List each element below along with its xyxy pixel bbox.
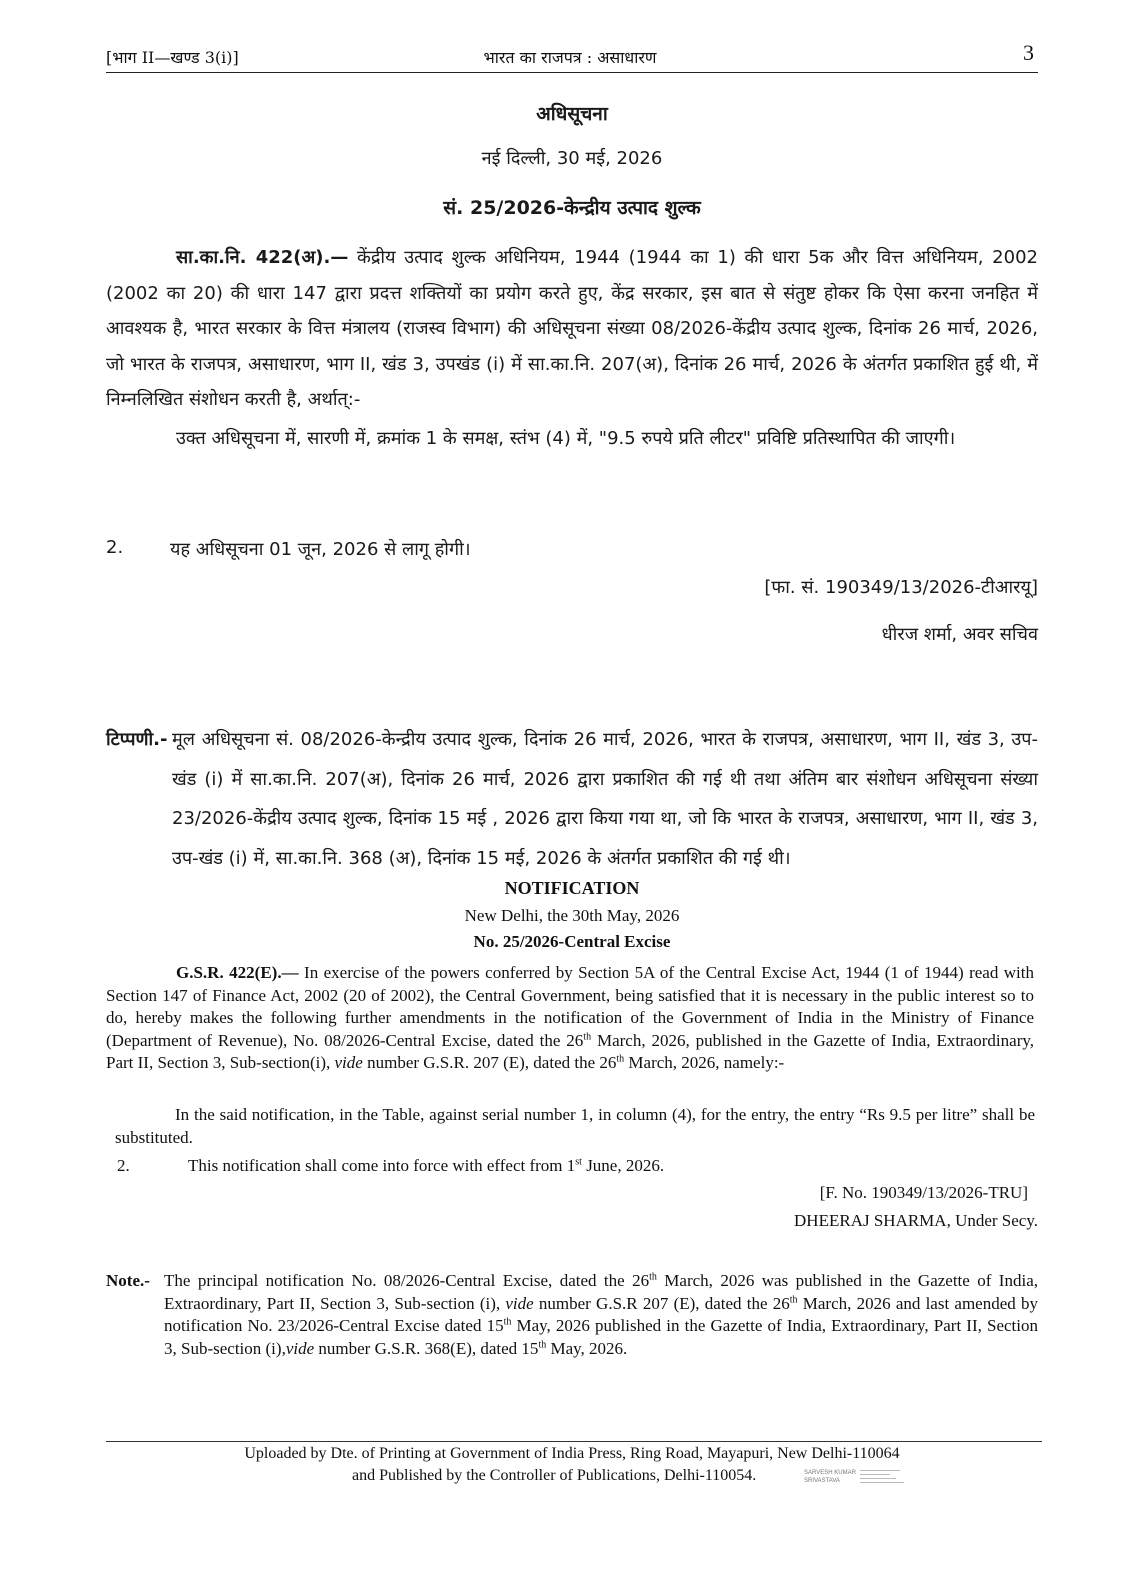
hindi-item-2-number: 2. xyxy=(106,537,124,558)
hindi-note xyxy=(106,720,1038,878)
footer-line-2: and Published by the Controller of Publications, Delhi-110054. xyxy=(352,1467,757,1484)
footer-divider xyxy=(106,1441,1042,1442)
hindi-title: अधिसूचना xyxy=(536,103,608,125)
footer-line-1: Uploaded by Dte. of Printing at Government of India Press, Ring Road, Mayapuri, New Delhi-110064 xyxy=(244,1445,900,1462)
hindi-note-label: टिप्पणी.- xyxy=(106,729,168,750)
english-paragraph-2: In the said notification, in the Table, against serial number 1, in column (4), for the entry, the entry “Rs 9.5 per litre” shall be substituted. xyxy=(115,1105,1035,1147)
english-paragraph-1-part-c: number G.S.R. 207 (E), dated the 26 xyxy=(362,1053,617,1072)
english-item-2-part-a: This notification shall come into force with effect from 1 xyxy=(188,1156,576,1175)
english-paragraph-1 xyxy=(106,962,1034,1075)
header-part: [भाग II—खण्ड 3(i)] xyxy=(106,48,239,67)
english-note-part-c: number G.S.R 207 (E), dated the 26 xyxy=(533,1293,790,1313)
hindi-place-date: नई दिल्ली, 30 मई, 2026 xyxy=(481,148,663,169)
ordinal-suffix: th xyxy=(583,1030,592,1042)
english-note-text xyxy=(164,1270,1038,1360)
english-signatory: DHEERAJ SHARMA, Under Secy. xyxy=(794,1211,1038,1230)
ordinal-suffix: th xyxy=(616,1053,625,1065)
hindi-signatory: धीरज शर्मा, अवर सचिव xyxy=(881,624,1038,645)
ordinal-suffix: th xyxy=(649,1271,657,1283)
ordinal-suffix: th xyxy=(538,1338,547,1350)
page-header xyxy=(106,40,1034,70)
ordinal-suffix: th xyxy=(503,1316,512,1328)
digital-signature-stamp xyxy=(802,1466,932,1488)
english-note-part-e: May, 2026 published in the Gazette of India, Extraordinary, Part II, Section 3, Sub-section (i), xyxy=(164,1316,1038,1358)
english-item-2-part-b: June, 2026. xyxy=(581,1156,665,1175)
english-notification-number: No. 25/2026-Central Excise xyxy=(473,932,671,951)
signature-name-line-1: SARVESH KUMAR xyxy=(804,1470,856,1476)
english-note-part-a: The principal notification No. 08/2026-Central Excise, dated the 26 xyxy=(164,1271,650,1290)
english-paragraph-1-part-d: March, 2026, namely:- xyxy=(624,1053,785,1072)
ordinal-suffix: st xyxy=(575,1156,582,1168)
english-note-part-b: March, 2026 was published in the Gazette of India, Extraordinary, Part II, Section 3, Sub-section (i), xyxy=(164,1271,1038,1313)
hindi-gsr-number: सा.का.नि. 422(अ).— xyxy=(176,247,349,268)
vide-italic: vide xyxy=(334,1053,363,1072)
header-gazette-title: भारत का राजपत्र : असाधारण xyxy=(483,48,657,67)
page-number: 3 xyxy=(1023,40,1034,65)
english-paragraph-1-part-a: In exercise of the powers conferred by Section 5A of the Central Excise Act, 1944 (1 of 1944) read with Section 147 of Finance Act, 2002 (20 of 2002), the Central Government, being satisfied that it is necessary in the public interest so to do, hereby makes the following further amendments in the notification of the Government of India in the Ministry of Finance (Department of Revenue), No. 08/2026-Central Excise, dated the 26 xyxy=(106,963,1034,1050)
hindi-item-2-text: यह अधिसूचना 01 जून, 2026 से लागू होगी। xyxy=(170,539,471,560)
hindi-paragraph-2: उक्त अधिसूचना में, सारणी में, क्रमांक 1 के समक्ष, स्तंभ (4) में, "9.5 रुपये प्रति लीटर" प्रविष्टि प्रतिस्थापित की जाएगी। xyxy=(176,428,956,449)
hindi-paragraph-1 xyxy=(106,240,1038,418)
english-paragraph-1-part-b: March, 2026, published in the Gazette of India, Extraordinary, Part II, Section 3, Sub-section(i), xyxy=(106,1030,1034,1072)
hindi-file-number: [फा. सं. 190349/13/2026-टीआरयू] xyxy=(764,577,1038,598)
english-place-date: New Delhi, the 30th May, 2026 xyxy=(464,906,680,925)
english-note-part-f: number G.S.R. 368(E), dated 15 xyxy=(314,1338,539,1358)
english-item-2-text xyxy=(188,1156,664,1176)
english-gsr-number: G.S.R. 422(E).— xyxy=(176,963,299,982)
english-note xyxy=(106,1270,1038,1360)
vide-italic: vide xyxy=(285,1338,315,1358)
signature-name-line-2: SRIVASTAVA xyxy=(804,1478,840,1484)
english-note-part-g: May, 2026. xyxy=(546,1338,628,1358)
english-file-number: [F. No. 190349/13/2026-TRU] xyxy=(819,1183,1028,1202)
header-divider xyxy=(106,72,1038,73)
english-title: NOTIFICATION xyxy=(504,878,640,898)
english-item-2-number: 2. xyxy=(117,1156,130,1175)
english-note-part-d: March, 2026 and last amended by notification No. 23/2026-Central Excise dated 15 xyxy=(164,1293,1038,1335)
ordinal-suffix: th xyxy=(789,1293,798,1305)
vide-italic: vide xyxy=(505,1293,534,1313)
hindi-paragraph-1-body: केंद्रीय उत्पाद शुल्क अधिनियम, 1944 (1944 का 1) की धारा 5क और वित्त अधिनियम, 2002 (2002 का 20) की धारा 147 द्वारा प्रदत्त शक्तियों का प्रयोग करते हुए, केंद्र सरकार, इस बात से संतुष्ट होकर कि ऐसा करना जनहित में आवश्यक है, भारत सरकार के वित्त मंत्रालय (राजस्व विभाग) की अधिसूचना संख्या 08/2026-केंद्रीय उत्पाद शुल्क, दिनांक 26 मार्च, 2026, जो भारत के राजपत्र, असाधारण, भाग II, खंड 3, उपखंड (i) में सा.का.नि. 207(अ), दिनांक 26 मार्च, 2026 के अंतर्गत प्रकाशित हुई थी, में निम्नलिखित संशोधन करती है, अर्थात्:- xyxy=(106,247,1038,410)
hindi-notification-number: सं. 25/2026-केन्द्रीय उत्पाद शुल्क xyxy=(443,197,701,219)
hindi-note-text: मूल अधिसूचना सं. 08/2026-केन्द्रीय उत्पाद शुल्क, दिनांक 26 मार्च, 2026, भारत के राजपत्र, असाधारण, भाग II, खंड 3, उप-खंड (i) में सा.का.नि. 207(अ), दिनांक 26 मार्च, 2026 द्वारा प्रकाशित की गई थी तथा अंतिम बार संशोधन अधिसूचना संख्या 23/2026-केंद्रीय उत्पाद शुल्क, दिनांक 15 मई , 2026 द्वारा किया गया था, जो कि भारत के राजपत्र, असाधारण, भाग II, खंड 3, उप-खंड (i) में, सा.का.नि. 368 (अ), दिनांक 15 मई, 2026 के अंतर्गत प्रकाशित की गई थी। xyxy=(172,729,1038,869)
english-note-label: Note.- xyxy=(106,1271,150,1290)
